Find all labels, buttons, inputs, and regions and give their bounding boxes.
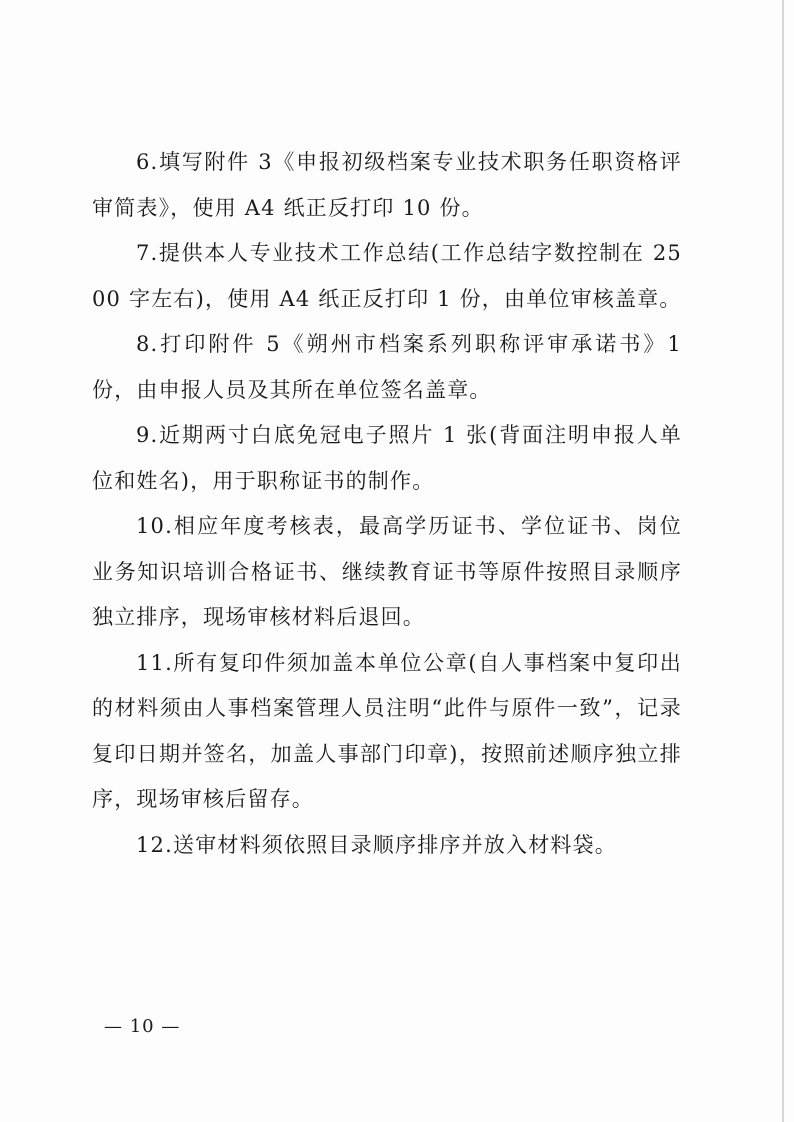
paragraph-item-12: 12.送审材料须依照目录顺序排序并放入材料袋。 [136, 832, 617, 857]
page-number: — 10 — [104, 1016, 181, 1037]
paragraph-item-8: 8.打印附件 5《朔州市档案系列职称评审承诺书》1 份，由申报人员及其所在单位签名盖章。 [92, 332, 682, 402]
paragraph-item-11: 11.所有复印件须加盖本单位公章(自人事档案中复印出的材料须由人事档案管理人员注明“此件与原件一致”，记录复印日期并签名，加盖人事部门印章)，按照前述顺序独立排序，现场审核后留存。 [92, 650, 682, 811]
paragraph-item-9: 9.近期两寸白底免冠电子照片 1 张(背面注明申报人单位和姓名)，用于职称证书的制作。 [92, 423, 682, 493]
paragraph-item-6: 6.填写附件 3《申报初级档案专业技术职务任职资格评审简表》，使用 A4 纸正反打印 10 份。 [92, 150, 682, 220]
document-body [92, 140, 682, 868]
page-scan-edge [782, 0, 784, 1122]
paragraph-item-10: 10.相应年度考核表，最高学历证书、学位证书、岗位业务知识培训合格证书、继续教育证书等原件按照目录顺序独立排序，现场审核材料后退回。 [92, 514, 682, 629]
paragraph-item-7: 7.提供本人专业技术工作总结(工作总结字数控制在 2500 字左右)，使用 A4 纸正反打印 1 份，由单位审核盖章。 [92, 241, 682, 311]
